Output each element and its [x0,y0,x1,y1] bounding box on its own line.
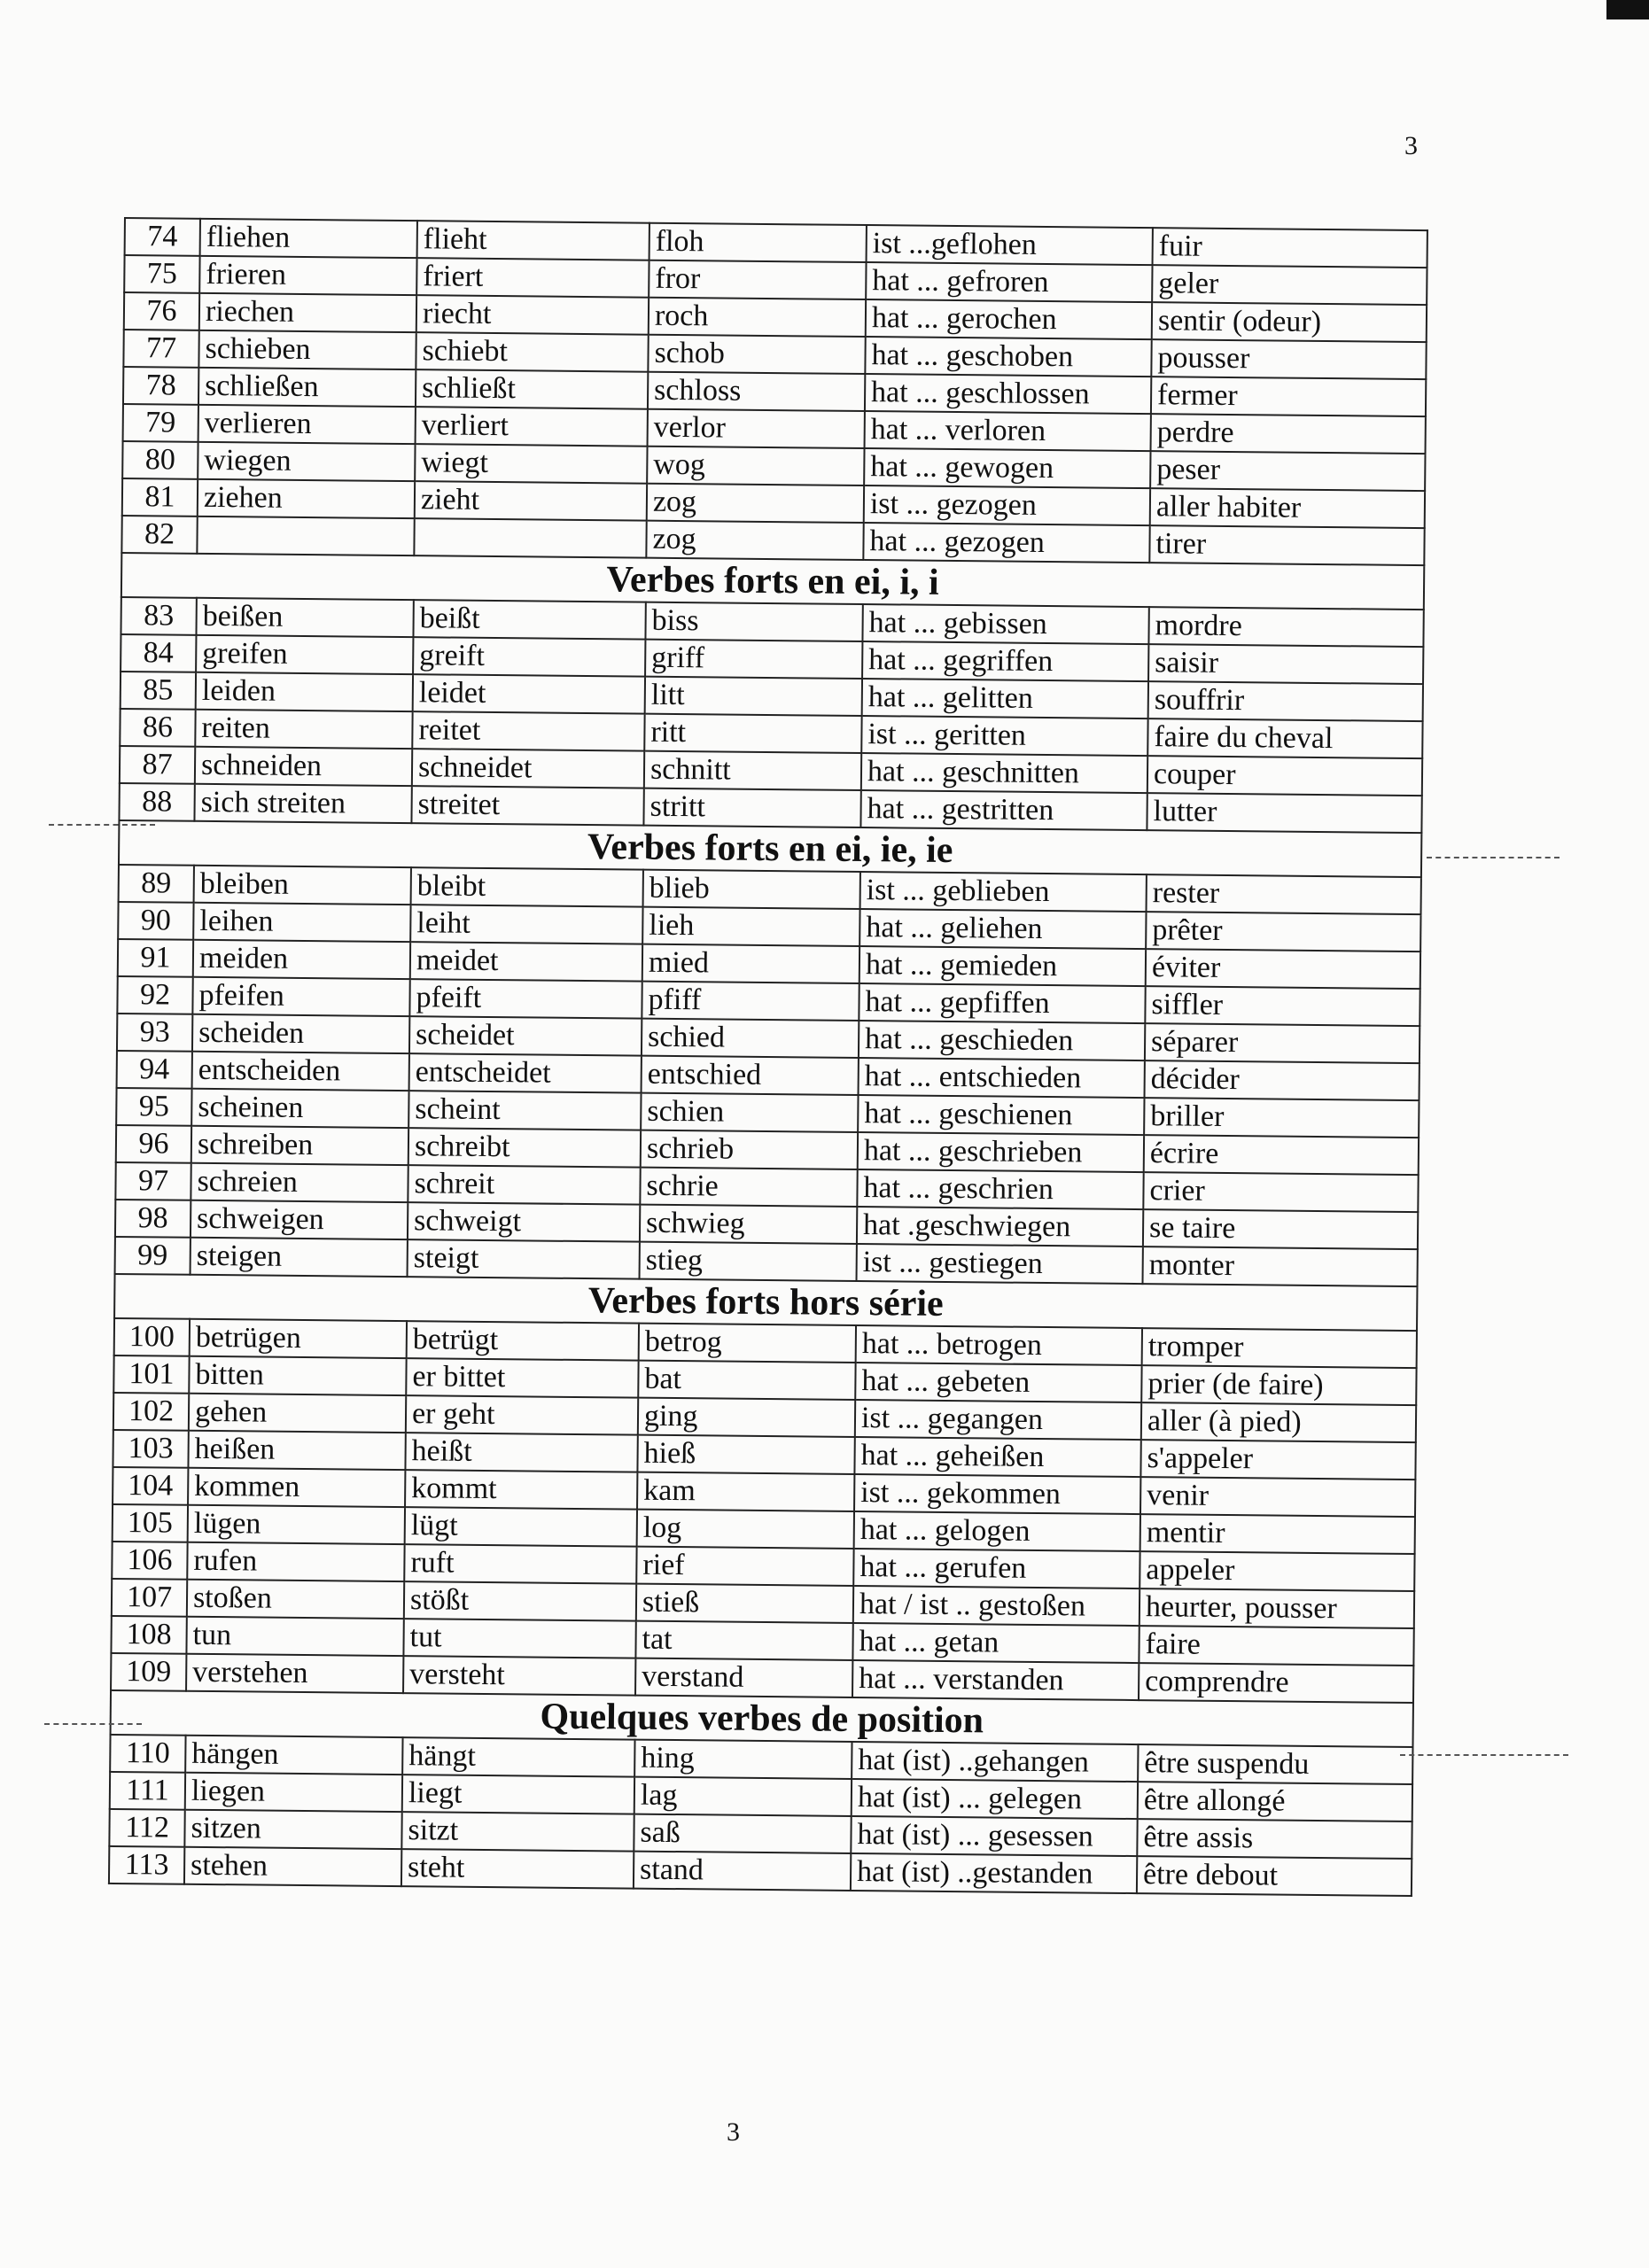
infinitive: bleiben [194,866,411,905]
french-translation: tirer [1149,525,1424,565]
perfect: hat ... gestritten [860,790,1147,830]
french-translation: être suspendu [1138,1744,1412,1784]
infinitive: entscheiden [192,1052,409,1091]
french-translation: venir [1140,1477,1415,1517]
infinitive: pfeifen [192,977,409,1016]
perfect: hat ... betrogen [856,1325,1142,1365]
french-translation: être assis [1137,1819,1412,1859]
infinitive: rufen [187,1542,404,1581]
infinitive: greifen [196,635,413,674]
infinitive: tun [186,1617,403,1656]
preterite: wog [647,447,864,485]
french-translation: briller [1144,1098,1419,1138]
present-3rd: er geht [406,1395,638,1435]
row-number: 87 [120,746,195,784]
infinitive: schieben [198,330,416,369]
french-translation: éviter [1146,949,1420,989]
infinitive: schreiben [191,1126,408,1165]
row-number: 112 [109,1809,184,1847]
perfect: hat ... entschieden [859,1058,1145,1098]
present-3rd: schließt [416,369,648,409]
infinitive: hängen [185,1736,402,1775]
perfect: hat (ist) ... gelegen [852,1779,1138,1819]
french-translation: être debout [1137,1856,1412,1896]
present-3rd: heißt [405,1433,637,1472]
perfect: hat ... gelogen [854,1511,1140,1551]
perfect: ist ...geflohen [867,225,1153,265]
present-3rd: liegt [402,1775,634,1814]
french-translation: faire du cheval [1147,718,1422,758]
infinitive: stoßen [187,1580,404,1619]
perfect: hat ... gefroren [866,262,1152,302]
perfect: hat ... geschienen [858,1095,1144,1135]
french-translation: geler [1152,265,1427,305]
infinitive: verlieren [198,405,416,444]
infinitive [197,517,414,555]
page-number-bottom: 3 [727,2117,740,2147]
preterite: blieb [643,870,860,909]
french-translation: séparer [1145,1023,1420,1063]
present-3rd: schweigt [408,1202,640,1242]
infinitive: schweigen [191,1200,408,1239]
row-number: 79 [123,404,198,442]
french-translation: se taire [1143,1209,1418,1249]
scan-corner-mark [1606,0,1649,19]
french-translation: comprendre [1139,1663,1413,1703]
row-number: 83 [121,597,196,635]
section-heading: Verbes forts en ei, i, i [121,553,1424,610]
row-number: 91 [118,939,193,977]
row-number: 108 [111,1616,186,1654]
present-3rd: pfeift [409,979,642,1019]
present-3rd: kommt [405,1470,637,1510]
french-translation: tromper [1142,1328,1417,1368]
row-number: 89 [119,865,194,903]
row-number: 102 [113,1393,189,1431]
french-translation: mordre [1148,607,1423,647]
preterite: schwieg [640,1205,857,1244]
preterite: log [637,1510,854,1549]
perfect: hat ... gegriffen [862,641,1148,681]
preterite: zog [646,521,863,560]
infinitive: gehen [189,1394,406,1433]
present-3rd: schiebt [416,332,648,372]
preterite: hieß [637,1435,854,1474]
row-number: 76 [124,292,199,330]
french-translation: fermer [1151,377,1426,416]
perfect: hat .geschwiegen [857,1207,1143,1247]
french-translation: lutter [1147,793,1421,833]
present-3rd: friert [416,258,649,298]
preterite: stritt [643,788,860,827]
present-3rd: leidet [413,674,645,714]
preterite: rief [636,1547,853,1586]
perfect: hat ... gerochen [866,299,1152,339]
row-number: 113 [109,1846,184,1884]
perfect: hat (ist) ... gesessen [851,1816,1137,1856]
present-3rd: schreibt [408,1128,641,1168]
present-3rd: schreit [408,1165,640,1205]
perfect: hat / ist .. gestoßen [853,1586,1140,1626]
row-number: 93 [117,1014,192,1052]
row-number: 97 [115,1162,191,1200]
perfect: hat ... geschnitten [861,753,1147,793]
perfect: hat (ist) ..gehangen [852,1742,1138,1782]
row-number: 95 [116,1088,191,1126]
perfect: hat ... geschoben [865,337,1151,377]
present-3rd: ruft [404,1544,636,1584]
preterite: griff [645,640,862,679]
page-number-top: 3 [1404,131,1418,160]
french-translation: appeler [1140,1551,1414,1591]
infinitive: scheiden [192,1014,409,1053]
french-translation: pousser [1151,339,1426,379]
perfect: hat ... gelitten [862,679,1148,718]
perfect: hat ... gebeten [855,1363,1141,1402]
preterite: biss [645,602,862,641]
row-number: 103 [113,1430,188,1468]
preterite: verlor [648,409,865,448]
preterite: hing [634,1740,852,1779]
french-translation: monter [1142,1247,1417,1286]
present-3rd: hängt [402,1737,634,1777]
row-number: 105 [113,1504,188,1542]
present-3rd: versteht [403,1656,635,1696]
french-translation: aller (à pied) [1141,1402,1416,1442]
preterite: verstand [635,1658,852,1697]
preterite: schien [641,1093,858,1132]
row-number: 100 [114,1318,190,1356]
cut-line-right-2 [1400,1754,1568,1756]
french-translation: écrire [1144,1135,1419,1175]
present-3rd: bleibt [411,867,643,907]
perfect: hat ... geschlossen [865,374,1151,414]
preterite: schied [642,1019,859,1058]
row-number: 99 [115,1237,191,1275]
french-translation: fuir [1153,228,1427,268]
infinitive: verstehen [186,1654,403,1693]
infinitive: beißen [196,598,413,637]
perfect: hat ... gebissen [862,604,1148,644]
section-heading: Verbes forts hors série [114,1274,1417,1331]
infinitive: kommen [188,1468,405,1507]
present-3rd: verliert [416,407,648,447]
perfect: hat ... geschieden [859,1021,1145,1060]
perfect: hat (ist) ..gestanden [851,1853,1137,1893]
preterite: betrog [639,1324,856,1363]
row-number: 109 [111,1653,186,1691]
row-number: 86 [120,709,195,747]
infinitive: liegen [185,1773,402,1812]
infinitive: reiten [195,710,412,749]
infinitive: riechen [199,293,416,332]
perfect: ist ... gezogen [864,485,1150,525]
row-number: 92 [117,976,192,1014]
perfect: hat ... gepfiffen [859,983,1145,1023]
french-translation: prêter [1146,912,1420,951]
row-number: 104 [113,1467,188,1505]
preterite: mied [642,944,860,983]
perfect: hat ... gewogen [864,448,1150,488]
present-3rd: scheidet [409,1016,642,1056]
infinitive: scheinen [191,1089,408,1128]
preterite: tat [635,1621,852,1660]
french-translation: décider [1145,1060,1420,1100]
infinitive: steigen [191,1238,408,1277]
present-3rd: stößt [404,1581,636,1621]
verb-table-body [109,218,1427,1896]
infinitive: leiden [196,672,413,711]
present-3rd: steht [401,1849,634,1889]
present-3rd: lügt [405,1507,637,1547]
row-number: 77 [123,330,198,368]
french-translation: siffler [1145,986,1420,1026]
row-number: 94 [117,1051,192,1089]
perfect: hat ... gerufen [853,1549,1140,1588]
row-number: 90 [118,902,193,940]
cut-line-right-1 [1427,857,1560,858]
row-number: 84 [121,634,196,672]
preterite: stieg [640,1242,857,1281]
perfect: hat ... geschrieben [858,1132,1144,1172]
row-number: 80 [122,441,198,479]
preterite: ging [638,1398,855,1437]
perfect: hat ... verstanden [852,1660,1139,1700]
preterite: bat [638,1361,855,1400]
cut-line-left-2 [44,1723,142,1725]
perfect: hat ... geheißen [854,1437,1140,1477]
french-translation: perdre [1151,414,1426,454]
present-3rd: meidet [410,942,642,982]
preterite: pfiff [642,982,859,1021]
infinitive: heißen [188,1431,405,1470]
french-translation: rester [1147,874,1421,914]
perfect: hat ... geliehen [860,909,1146,949]
infinitive: bitten [189,1356,406,1395]
present-3rd: streitet [411,786,643,826]
french-translation: s'appeler [1140,1440,1415,1480]
preterite: floh [649,223,867,262]
preterite: entschied [642,1056,859,1095]
perfect: hat ... gemieden [860,946,1146,986]
french-translation: aller habiter [1150,488,1425,528]
perfect: hat ... geschrien [857,1169,1143,1209]
row-number: 78 [123,367,198,405]
present-3rd: tut [403,1619,635,1658]
row-number: 106 [112,1542,187,1580]
present-3rd: er bittet [406,1358,638,1398]
french-translation: mentir [1140,1514,1415,1554]
present-3rd: zieht [415,481,647,521]
present-3rd: betrügt [407,1321,639,1361]
infinitive: frieren [199,256,416,295]
perfect: ist ... gegangen [855,1400,1141,1440]
preterite: roch [649,298,866,337]
present-3rd: sitzt [401,1812,634,1852]
preterite: fror [649,260,866,299]
french-translation: couper [1147,756,1422,796]
present-3rd: leiht [410,905,642,944]
row-number: 110 [110,1735,185,1773]
present-3rd [414,518,646,558]
perfect: ist ... gekommen [854,1474,1140,1514]
present-3rd: steigt [408,1239,640,1279]
present-3rd: flieht [417,221,649,260]
preterite: schloss [648,372,865,411]
row-number: 96 [116,1125,191,1163]
row-number: 107 [112,1579,187,1617]
infinitive: lügen [188,1505,405,1544]
preterite: lieh [642,907,860,946]
french-translation: sentir (odeur) [1152,302,1427,342]
preterite: stand [634,1852,851,1891]
verb-table-sheet [108,217,1427,1897]
infinitive: ziehen [198,479,415,518]
french-translation: faire [1139,1626,1413,1666]
perfect: hat ... gezogen [863,523,1149,563]
preterite: schob [648,335,865,374]
row-number: 75 [124,255,199,293]
preterite: schnitt [644,751,861,790]
preterite: ritt [644,714,861,753]
strong-verbs-table [108,217,1428,1897]
french-translation: peser [1150,451,1425,491]
row-number: 82 [121,516,197,554]
preterite: schrieb [641,1130,858,1169]
infinitive: leihen [193,903,410,942]
present-3rd: riecht [416,295,649,335]
present-3rd: schneidet [412,749,644,788]
infinitive: schneiden [195,747,412,786]
infinitive: stehen [184,1847,401,1886]
present-3rd: beißt [413,600,645,640]
french-translation: heurter, pousser [1140,1588,1414,1628]
infinitive: fliehen [200,219,417,258]
present-3rd: reitet [412,711,644,751]
french-translation: saisir [1148,644,1423,684]
row-number: 98 [115,1200,191,1238]
infinitive: meiden [193,940,410,979]
present-3rd: entscheidet [409,1053,642,1093]
row-number: 81 [122,478,198,517]
section-heading: Verbes forts en ei, ie, ie [119,820,1421,877]
perfect: hat ... getan [852,1623,1139,1663]
present-3rd: wiegt [415,444,647,484]
infinitive: betrügen [190,1319,407,1358]
row-number: 88 [119,783,194,821]
infinitive: wiegen [198,442,415,481]
infinitive: schreien [191,1163,408,1202]
preterite: saß [634,1814,851,1853]
row-number: 85 [121,672,196,710]
preterite: litt [645,677,862,716]
french-translation: crier [1143,1172,1418,1212]
present-3rd: scheint [408,1091,641,1130]
infinitive: schließen [198,368,416,407]
french-translation: souffrir [1148,681,1423,721]
section-heading: Quelques verbes de position [111,1690,1413,1747]
preterite: zog [647,484,864,523]
row-number: 74 [125,218,200,256]
perfect: ist ... geritten [861,716,1147,756]
infinitive: sich streiten [194,784,411,823]
preterite: kam [637,1472,854,1511]
perfect: ist ... geblieben [860,872,1147,912]
french-translation: prier (de faire) [1141,1365,1416,1405]
cut-line-left-1 [49,824,155,826]
present-3rd: greift [413,637,645,677]
french-translation: être allongé [1138,1782,1412,1821]
perfect: ist ... gestiegen [857,1244,1143,1284]
row-number: 111 [110,1772,185,1810]
preterite: schrie [640,1168,857,1207]
preterite: stieß [636,1584,853,1623]
preterite: lag [634,1777,852,1816]
row-number: 101 [113,1355,189,1394]
perfect: hat ... verloren [865,411,1151,451]
infinitive: sitzen [184,1810,401,1849]
